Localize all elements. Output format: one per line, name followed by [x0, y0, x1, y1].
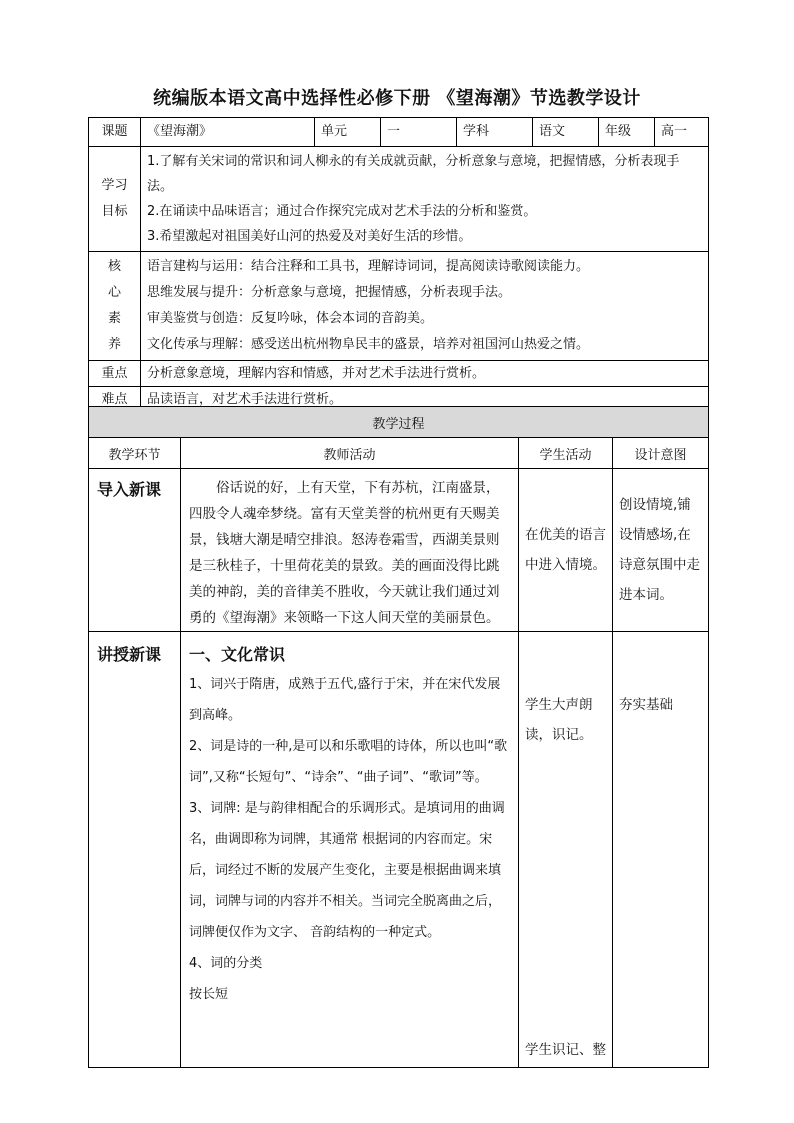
subject-label: 学科 [457, 118, 533, 147]
core-label-char: 核 [107, 259, 121, 274]
goals-row [89, 147, 709, 252]
lesson-info-table [88, 117, 709, 413]
new-teacher-cell [181, 632, 519, 1068]
goals-content [141, 147, 709, 252]
new-lesson-row [89, 632, 709, 1068]
intro-row [89, 469, 709, 632]
col-header-teacher: 教师活动 [181, 438, 519, 469]
core-line-2: 思维发展与提升：分析意象与意境，把握情感，分析表现手法。 [147, 285, 512, 300]
culture-item-3: 3、词牌: 是与韵律相配合的乐调形式。是填词用的曲调名，曲调即称为词牌，其通常 根据词的内容而定。宋后，词经过不断的发展产生变化，主要是根据曲调来填词，词牌与词的内容并不相关。当词完全脱离曲之后，词牌便仅作为文字、 音韵结构的一种定式。 [189, 801, 505, 940]
unit-value: 一 [381, 118, 457, 147]
goal-line-2: 2.在诵读中品味语言；通过合作探究完成对艺术手法的分析和鉴赏。 [147, 204, 537, 219]
process-column-headers [89, 438, 709, 469]
col-header-intent: 设计意图 [613, 438, 709, 469]
difficult-points-label: 难点 [89, 387, 141, 413]
new-stage-label: 讲授新课 [97, 645, 162, 664]
grade-label: 年级 [599, 118, 655, 147]
subject-value: 语文 [533, 118, 599, 147]
col-header-stage: 教学环节 [89, 438, 181, 469]
new-intent-text: 夯实基础 [619, 697, 673, 713]
culture-heading: 一、文化常识 [189, 645, 286, 664]
core-literacy-content [141, 252, 709, 361]
goal-line-3: 3.希望激起对祖国美好山河的热爱及对美好生活的珍惜。 [147, 229, 472, 244]
teaching-process-table [88, 406, 709, 1068]
intro-student-cell [519, 469, 613, 632]
intro-teacher-cell [181, 469, 519, 632]
culture-item-5: 按长短 [189, 987, 229, 1002]
new-stage-cell [89, 632, 181, 1068]
goals-label [89, 147, 141, 252]
culture-item-1: 1、词兴于隋唐，成熟于五代,盛行于宋，并在宋代发展到高峰。 [189, 677, 501, 723]
new-student-cell [519, 632, 613, 1068]
goals-label-line-2: 目标 [101, 204, 128, 219]
culture-item-4: 4、词的分类 [189, 956, 263, 971]
new-intent-cell [613, 632, 709, 1068]
core-line-1: 语言建构与运用：结合注释和工具书，理解诗词词，提高阅读诗歌阅读能力。 [147, 259, 590, 274]
goals-label-line-1: 学习 [101, 178, 128, 193]
process-title-row [89, 407, 709, 438]
grade-value: 高一 [655, 118, 709, 147]
goal-line-1: 1.了解有关宋词的常识和词人柳永的有关成就贡献，分析意象与意境，把握情感，分析表现手法。 [147, 154, 680, 194]
key-points-label: 重点 [89, 361, 141, 387]
process-title: 教学过程 [89, 407, 709, 438]
difficult-points-text: 品读语言，对艺术手法进行赏析。 [141, 387, 709, 413]
col-header-student: 学生活动 [519, 438, 613, 469]
core-literacy-label [89, 252, 141, 361]
intro-stage-label: 导入新课 [97, 480, 162, 499]
key-points-text: 分析意象意境，理解内容和情感，并对艺术手法进行赏析。 [141, 361, 709, 387]
header-row [89, 118, 709, 147]
intro-teacher-text: 俗话说的好，上有天堂，下有苏杭，江南盛景，四股令人魂牵梦绕。富有天堂美誉的杭州更有天赐美景，钱塘大潮是晴空排浪。怒涛卷霜雪，西湖美景则是三秋桂子，十里荷花美的景致。美的画面没得比跳美的神韵，美的音律美不胜收，今天就让我们通过刘勇的《望海潮》来领略一下这人间天堂的美丽景色。 [189, 480, 500, 626]
key-points-row [89, 361, 709, 387]
core-line-3: 审美鉴赏与创造：反复吟咏，体会本词的音韵美。 [147, 311, 434, 326]
intro-stage-cell [89, 469, 181, 632]
core-label-char: 养 [107, 337, 121, 352]
intro-intent-cell [613, 469, 709, 632]
document-title: 统编版本语文高中选择性必修下册 《望海潮》节选教学设计 [153, 88, 641, 109]
core-line-4: 文化传承与理解：感受送出杭州物阜民丰的盛景，培养对祖国河山热爱之情。 [147, 337, 590, 352]
culture-item-2: 2、词是诗的一种,是可以和乐歌唱的诗体，所以也叫“歌词”,又称“长短句”、“诗余”、“曲子词”、“歌词”等。 [189, 739, 508, 785]
core-label-char: 素 [107, 311, 121, 326]
new-student-text-1: 学生大声朗读，识记。 [525, 697, 593, 743]
topic-label: 课题 [89, 118, 141, 147]
intro-intent-text: 创设情境,铺设情感场,在诗意氛围中走进本词。 [619, 497, 700, 603]
new-student-text-2: 学生识记、整 [525, 1042, 606, 1058]
core-label-char: 心 [107, 285, 121, 300]
core-literacy-row [89, 252, 709, 361]
unit-label: 单元 [315, 118, 381, 147]
intro-student-text: 在优美的语言中进入情境。 [525, 527, 606, 573]
topic-value: 《望海潮》 [141, 118, 315, 147]
